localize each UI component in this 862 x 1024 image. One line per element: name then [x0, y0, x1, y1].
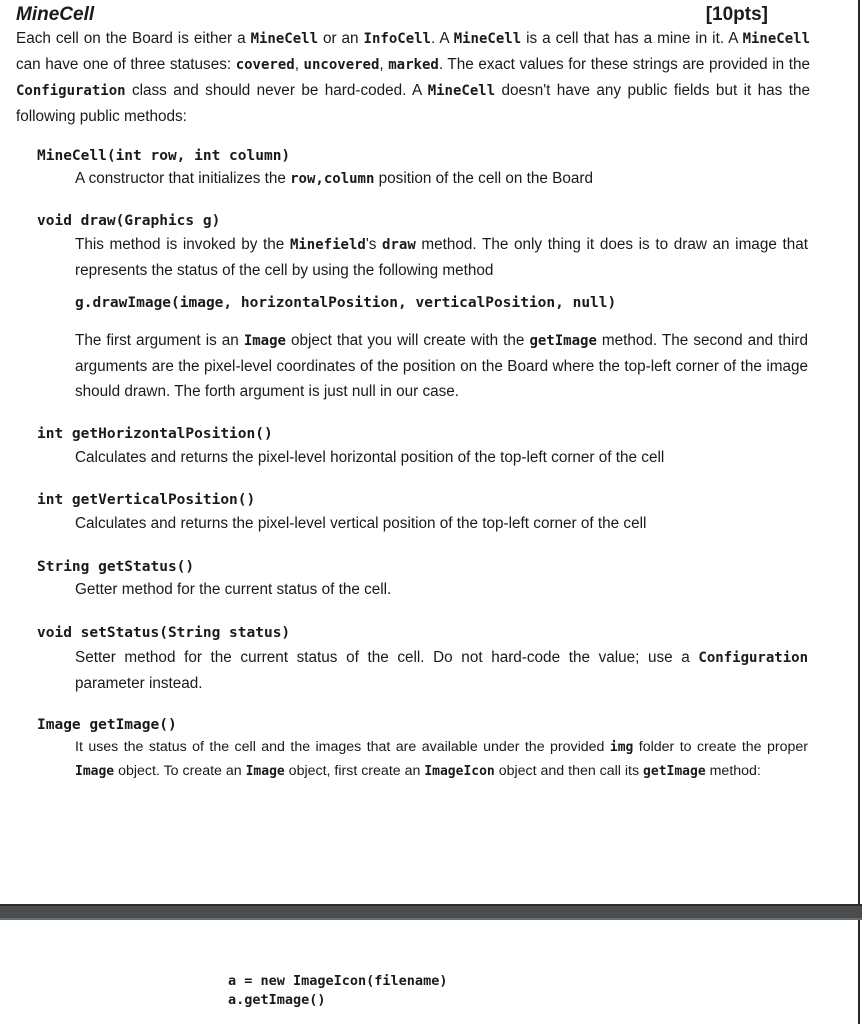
get-horizontal-description: Calculates and returns the pixel-level horizontal position of the top-left corner of the cell — [75, 449, 665, 466]
constructor-description: A constructor that initializes the row,column position of the cell on the Board — [75, 170, 593, 187]
draw-signature: void draw(Graphics g) — [37, 213, 221, 229]
get-status-description: Getter method for the current status of the cell. — [75, 581, 392, 598]
get-vertical-description: Calculates and returns the pixel-level vertical position of the top-left corner of the cell — [75, 515, 647, 532]
draw-code-example: g.drawImage(image, horizontalPosition, verticalPosition, null) — [75, 295, 617, 311]
page-separator — [0, 904, 862, 920]
constructor-signature: MineCell(int row, int column) — [37, 148, 291, 164]
get-image-description: It uses the status of the cell and the images that are available under the provided img folder to create the proper Image object. To create an Image object, first create an ImageIcon object and then call its getImage method: — [75, 739, 808, 779]
document-page-2 — [0, 920, 860, 1024]
get-vertical-signature: int getVerticalPosition() — [37, 492, 256, 508]
draw-arguments-description: The first argument is an Image object that you will create with the getImage method. The second and third arguments are the pixel-level coordinates of the position on the Board where the top-left corner of the image should drawn. The forth argument is just null in our case. — [75, 332, 808, 400]
set-status-description: Setter method for the current status of the cell. Do not hard-code the value; use a Configuration parameter instead. — [75, 649, 808, 692]
image-icon-code-line-2: a.getImage() — [228, 992, 326, 1008]
draw-description: This method is invoked by the Minefield's draw method. The only thing it does is to draw an image that represents the status of the cell by using the following method — [75, 236, 808, 279]
section-title: MineCell — [16, 4, 95, 25]
points-label: [10pts] — [705, 4, 768, 25]
set-status-signature: void setStatus(String status) — [37, 625, 291, 641]
get-status-signature: String getStatus() — [37, 559, 195, 575]
intro-paragraph: Each cell on the Board is either a MineCell or an InfoCell. A MineCell is a cell that has a mine in it. A MineCell can have one of three statuses: covered, uncovered, marked. The exact values for these strings are provided in the Configuration class and should never be hard-coded. A MineCell doesn't have any public fields but it has the following public methods: — [16, 30, 811, 125]
get-horizontal-signature: int getHorizontalPosition() — [37, 426, 273, 442]
image-icon-code-line-1: a = new ImageIcon(filename) — [228, 973, 448, 989]
get-image-signature: Image getImage() — [37, 717, 177, 733]
